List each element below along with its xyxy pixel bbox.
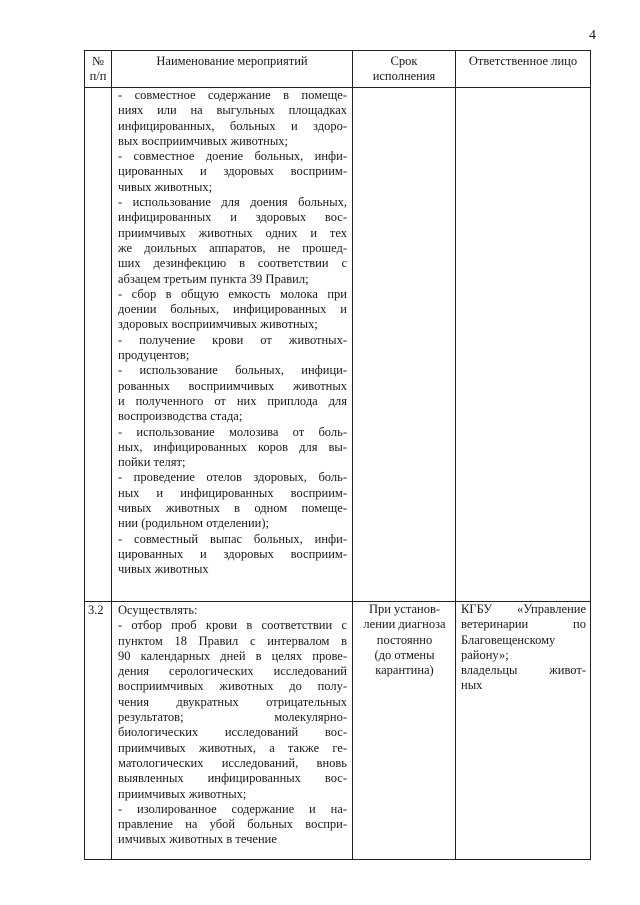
header-name: Наименование мероприятий (112, 51, 353, 88)
cell-text-line: постоянно (376, 632, 433, 647)
cell-text-line: владельцы живот- (461, 663, 586, 678)
cell-text-line: - использование молозива от боль- (118, 424, 347, 439)
row-number-cell (85, 88, 112, 602)
cell-text-line: приимчивых животных; (118, 786, 247, 801)
cell-text-line: ших дезинфекцию в соответствии с (118, 256, 347, 271)
cell-text-line: биологических исследований вос- (118, 725, 347, 740)
cell-text-line: ниях или на выгульных площадках (118, 103, 347, 118)
cell-text-line: пунктом 18 Правил с интервалом в (118, 633, 347, 648)
cell-text-line: лении диагноза (363, 617, 446, 632)
row-term-cell (353, 602, 456, 860)
cell-text-line: приимчивых животных одних и тех (118, 225, 347, 240)
row-name-cell (112, 88, 353, 602)
header-term-line: Срок (390, 54, 418, 68)
cell-text-line: вых восприимчивых животных; (118, 133, 288, 148)
cell-text-line: дения серологических исследований (118, 664, 347, 679)
cell-text-line: чивых животных; (118, 179, 213, 194)
header-term (353, 51, 456, 88)
table-header-row (85, 51, 591, 88)
table-row (85, 602, 591, 860)
cell-text-line: ных (461, 678, 483, 693)
cell-text-line: - отбор проб крови в соответствии с (118, 618, 347, 633)
cell-text-line: - получение крови от животных- (118, 332, 347, 347)
cell-text-line: здоровых восприимчивых животных; (118, 317, 318, 332)
cell-text-line: ветеринарии по (461, 617, 586, 632)
cell-text-line: матологических исследований, вновь (118, 755, 347, 770)
cell-text-line: приимчивых животных, а также ге- (118, 740, 347, 755)
row-number-cell: 3.2 (85, 602, 112, 860)
cell-text-line: району»; (461, 647, 509, 662)
cell-text-line: пойки телят; (118, 455, 186, 470)
cell-text-line: правление на убой больных воспри- (118, 817, 347, 832)
cell-text-line: нии (родильном отделении); (118, 516, 270, 531)
cell-text-line: чения двукратных отрицательных (118, 694, 347, 709)
cell-text-line: результатов; молекулярно- (118, 710, 347, 725)
cell-text-line: и полученного от них приплода для (118, 393, 347, 408)
cell-text-line: чивых животных (118, 562, 209, 577)
cell-text-line: При установ- (368, 602, 441, 616)
cell-text-line: - сбор в общую емкость молока при (118, 286, 347, 301)
cell-text-line: - совместное содержание в помеще- (118, 88, 347, 102)
cell-text-line: (до отмены (374, 647, 435, 662)
measures-table (84, 50, 591, 860)
cell-text-line: 90 календарных дней в целях прове- (118, 648, 347, 663)
cell-text-line: ных, инфицированных коров для вы- (118, 439, 347, 454)
header-term-line: исполнения (372, 69, 436, 83)
cell-text-line: цированных и здоровых восприим- (118, 164, 347, 179)
cell-text-line: инфицированных и здоровых вос- (118, 210, 347, 225)
row-responsible-cell (456, 602, 591, 860)
row-name-cell (112, 602, 353, 860)
header-number (85, 51, 112, 88)
cell-text-line: продуцентов; (118, 348, 190, 363)
header-responsible: Ответственное лицо (456, 51, 591, 88)
cell-text-line: цированных и здоровых восприим- (118, 546, 347, 561)
cell-text-line: ных и инфицированных восприим- (118, 485, 347, 500)
cell-text-line: чивых животных в одном помеще- (118, 501, 347, 516)
cell-text-line: - использование больных, инфици- (118, 363, 347, 378)
cell-text-line: - изолированное содержание и на- (118, 801, 347, 816)
cell-text-line: Осуществлять: (118, 603, 198, 617)
cell-text-line: выявленных инфицированных вос- (118, 771, 347, 786)
cell-text-line: - использование для доения больных, (118, 195, 347, 210)
cell-text-line: восприимчивых животных до полу- (118, 679, 347, 694)
cell-text-line: - проведение отелов здоровых, боль- (118, 470, 347, 485)
cell-text-line: доении больных, инфицированных и (118, 302, 347, 317)
row-responsible-cell (456, 88, 591, 602)
page-number: 4 (589, 28, 596, 43)
cell-text-line: Благовещенскому (461, 632, 556, 647)
cell-text-line: КГБУ «Управление (461, 602, 586, 616)
cell-text-line: рованных восприимчивых животных (118, 378, 347, 393)
cell-text-line: же доильных аппаратов, не прошед- (118, 240, 347, 255)
cell-text-line: карантина) (375, 663, 434, 678)
cell-text-line: воспроизводства стада; (118, 409, 243, 424)
cell-text-line: - совместный выпас больных, инфи- (118, 531, 347, 546)
table-row (85, 88, 591, 602)
cell-text-line: имчивых животных в течение (118, 832, 277, 847)
header-number-line: п/п (89, 69, 107, 83)
row-term-cell (353, 88, 456, 602)
cell-text-line: - совместное доение больных, инфи- (118, 149, 347, 164)
header-number-line: № (92, 54, 104, 68)
cell-text-line: абзацем третьим пункта 39 Правил; (118, 271, 309, 286)
cell-text-line: инфицированных, больных и здоро- (118, 118, 347, 133)
